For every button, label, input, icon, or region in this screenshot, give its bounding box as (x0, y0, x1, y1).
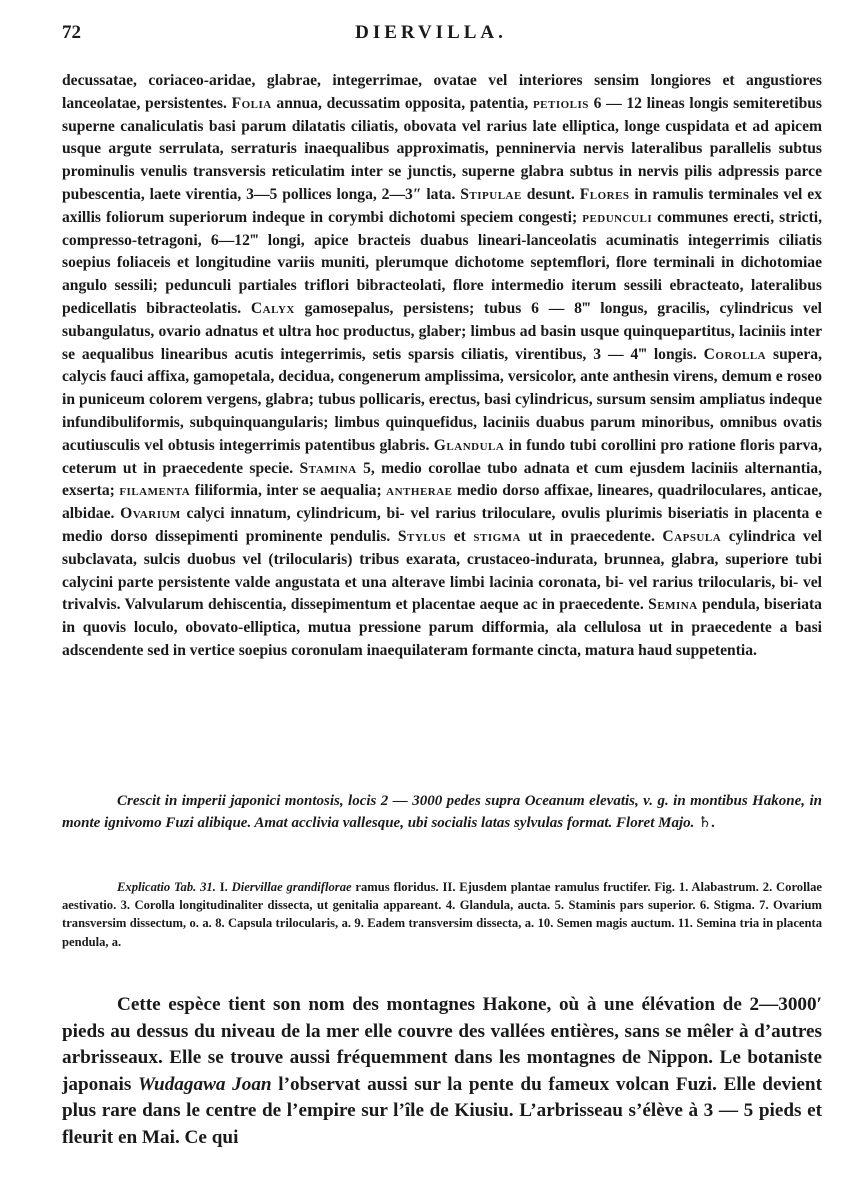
term-stipulae: Stipulae (460, 185, 522, 203)
text-run: supera, calycis fauci affixa, gamopetala, decidua, congenerum amplissima, versicolor, ante anthesin virens, demum e roseo in puniceum colorem vergens, glabra; tubus pollicaris, erectus, basi cylindricus, sursum sensim ampliatus indeque infundibuliformis, subquinquangularis; limbus quinquefidus, laciniis duabus parum minoribus, omnibus ovatis acutiusculis vel obtusis integerrimis patentibus glabris. (62, 345, 822, 454)
text-run: pendula, biseriata in quovis loculo, obovato-elliptica, mutua pressione parum difformia, ala cellulosa ut in praecedente a basi adscendente sed in vertice soepius coronulam inaequilateram formante cincta, matura haud suppetentia. (62, 596, 822, 659)
term-petiolis: petiolis (532, 94, 589, 112)
page-header (62, 22, 800, 52)
french-paragraph (62, 992, 822, 1151)
term-stigma: stigma (473, 527, 521, 545)
text-run: medio dorso affixae, lineares, quadriloculares, anticae, albidae. (62, 482, 823, 523)
term-filamenta: filamenta (119, 482, 191, 500)
text-run: ramus floridus. II. Ejusdem plantae ramulus fructifer. Fig. 1. Alabastrum. 2. Corollae aestivatio. 3. Corolla longitudinaliter dissecta, ut genitalia appareant. 4. Glandula, aucta. 5. Staminis pars superior. 6. Stigma. 7. Ovarium transversim dissectum, o. a. 8. Capsula trilocularis, a. 9. Eadem transversim dissecta, a. 10. Semen magis auctum. 11. Semina tria in placenta pendula, a. (62, 880, 822, 949)
text-run: decussatae, coriaceo-aridae, glabrae, integerrimae, ovatae vel interiores sensim longiores et angustiores lanceolatae, persistentes. (62, 72, 822, 112)
page-number: 72 (62, 22, 81, 43)
text-run: communes erecti, stricti, compresso-tetragoni, 6—12‴ longi, apice bracteis duabus lineari-lanceolatis acuminatis integerrimis ciliatis soepius foliaceis et longitudine variis muniti, plerumque dichotome septemflori, flore terminali in dichotomiae angulo sessili; pedunculi partiales triflori bibracteolati, flore intermedio iterum sessili ebracteato, lateralibus pedicellatis bibracteolatis. (62, 208, 823, 317)
description-paragraph (62, 70, 822, 663)
text-run: filiformia, inter se aequalia; (190, 482, 387, 500)
species-description (62, 70, 822, 663)
term-semina: Semina (648, 596, 698, 614)
text-run: et (446, 527, 474, 545)
botanist-name: Wudagawa Joan (138, 1073, 272, 1095)
french-commentary (62, 992, 822, 1151)
explanation-paragraph (62, 878, 822, 951)
text-run: in fundo tubi corollini pro ratione floris parva, ceterum ut in praecedente specie. (62, 436, 822, 477)
habitat-note (62, 790, 822, 834)
text-run: ut in praecedente. (520, 527, 663, 545)
term-corolla: Corolla (703, 345, 767, 363)
text-run: gamosepalus, persistens; tubus 6 — 8‴ longus, gracilis, cylindricus vel subangulatus, ovario adnatus et ultra hoc productus, glaber; limbus ad basin usque quinquepartitus, laciniis inter se aequalibus linearibus acutis integerrimis, setis sparsis ciliatis, virentibus, 3 — 4‴ longis. (62, 299, 822, 363)
habitat-paragraph: Crescit in imperii japonici montosis, locis 2 — 3000 pedes supra Oceanum elevatis, v. g. in montibus Hakone, in monte ignivomo Fuzi alibique. Amat acclivia vallesque, ubi socialis latas sylvulas format. Floret Majo. ♄. (62, 793, 822, 831)
explicatio-lead: Explicatio Tab. 31. (117, 880, 216, 894)
text-run: cylindrica vel subclavata, sulcis duobus vel (trilocularis) tribus exarata, crustaceo-indurata, brunnea, glabra, superiore tubi calycini parte persistente valde angustata et una alterave limbi lacinia coronata, bi- vel rarius trilocularis, bi- vel trivalvis. Valvularum dehiscentia, dissepimentum et placentae aeque ac in praecedente. (62, 527, 822, 614)
species-name: Diervillae grandiflorae (231, 880, 352, 894)
text-run: I. (215, 880, 232, 894)
text-run: annua, decussatim opposita, patentia, (271, 94, 533, 112)
term-calyx: Calyx (250, 299, 295, 317)
term-stylus: Stylus (397, 527, 447, 545)
term-ovarium: Ovarium (120, 505, 181, 523)
text-run: Cette espèce tient son nom des montagnes Hakone, où à une élévation de 2—3000′ pieds au dessus du niveau de la mer elle couvre des vallées entières, sans se mêler à d’autres arbrisseaux. Elle se trouve aussi fréquemment dans les montagnes de Nippon. Le botaniste japonais (62, 994, 822, 1095)
text-run: 6 — 12 lineas longis semiteretibus superne canaliculatis basi parum dilatatis ciliatis, obovata vel rarius late elliptica, longe cuspidata et ad apicem usque argute serrulata, serraturis inaequalibus approximatis, penninervia nervis lateralibus parallelis subtus prominulis venulis transversis reticulatim inter se junctis, superne glabra subtus in nervis pilis adpressis parce pubescentia, laete virentia, 3—5 pollices longa, 2—3″ lata. (62, 94, 822, 203)
term-pedunculi: pedunculi (582, 208, 653, 226)
text-run: in ramulis terminales vel ex axillis foliorum superiorum indeque in corymbi dichotomi speciem congesti; (62, 185, 822, 226)
text-run: 5, medio corollae tubo adnata et cum ejusdem laciniis alternantia, exserta; (62, 459, 822, 500)
term-folia: Folia (231, 94, 272, 112)
term-antherae: antherae (386, 482, 453, 500)
term-stamina: Stamina (299, 459, 357, 477)
text-run: desunt. (521, 185, 580, 203)
text-run: l’observat aussi sur la pente du fameux volcan Fuzi. Elle devient plus rare dans le centre de l’empire sur l’île de Kiusiu. L’arbrisseau s’élève à 3 — 5 pieds et fleurit en Mai. Ce qui (62, 1073, 822, 1148)
text-run: calyci innatum, cylindricum, bi- vel rarius triloculare, ovulis plurimis biseriatis in placenta e medio dorso dissepimenti prominente pendulis. (62, 505, 822, 545)
term-capsula: Capsula (662, 527, 722, 545)
term-flores: Flores (579, 185, 630, 203)
running-title: DIERVILLA. (355, 22, 507, 43)
plate-explanation (62, 878, 822, 951)
term-glandula: Glandula (433, 436, 505, 454)
